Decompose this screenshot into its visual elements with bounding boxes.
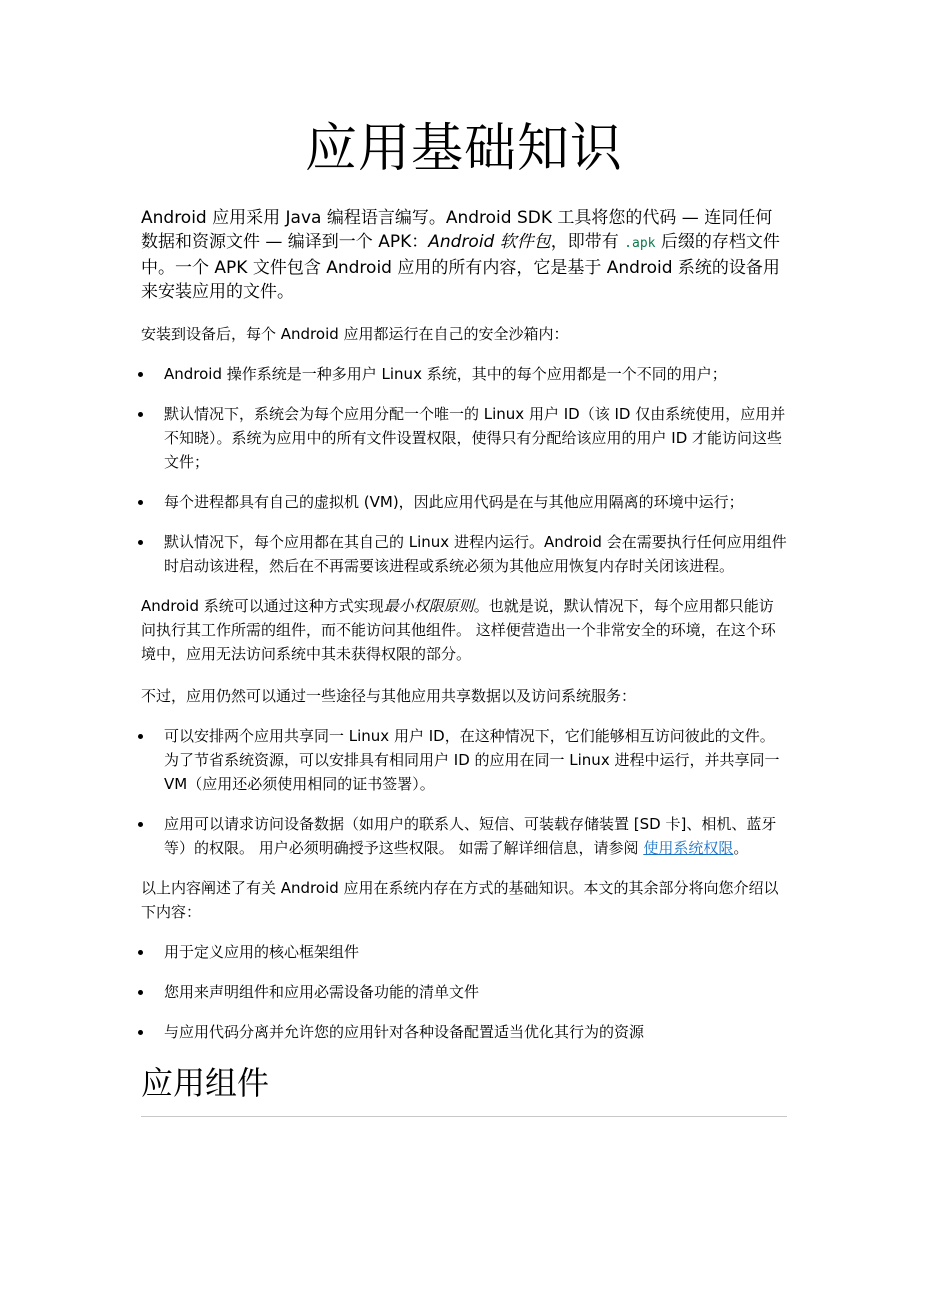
sharing-intro: 不过，应用仍然可以通过一些途径与其他应用共享数据以及访问系统服务： bbox=[141, 687, 637, 705]
list-item bbox=[141, 812, 787, 860]
section-divider bbox=[141, 1116, 787, 1117]
list-item: 默认情况下，系统会为每个应用分配一个唯一的 Linux 用户 ID（该 ID 仅由系统使用，应用并不知晓）。系统为应用中的所有文件设置权限，使得只有分配给该应用的用户 ID 才能访问这些文件； bbox=[141, 402, 787, 474]
sandbox-intro: 安装到设备后，每个 Android 应用都运行在自己的安全沙箱内： bbox=[141, 325, 569, 343]
list-item: 可以安排两个应用共享同一 Linux 用户 ID，在这种情况下，它们能够相互访问彼此的文件。 为了节省系统资源，可以安排具有相同用户 ID 的应用在同一 Linux 进程中运行，并共享同一 VM（应用还必须使用相同的证书签署）。 bbox=[141, 724, 787, 796]
sandbox-list bbox=[141, 362, 787, 578]
list-item: 与应用代码分离并允许您的应用针对各种设备配置适当优化其行为的资源 bbox=[141, 1020, 787, 1044]
system-permissions-link[interactable]: 使用系统权限 bbox=[643, 839, 734, 857]
document-content bbox=[141, 112, 787, 1117]
least-privilege-paragraph bbox=[141, 594, 787, 666]
intro-text-1: Android 应用采用 Java 编程语言编写。Android SDK 工具将您的代码 — 连同任何数据和资源文件 — 编译到一个 APK： bbox=[141, 208, 773, 252]
sharing-item2-end: 。 bbox=[733, 839, 749, 857]
sharing-item2-text: 应用可以请求访问设备数据（如用户的联系人、短信、可装载存储装置 [SD 卡]、相机、蓝牙等）的权限。 用户必须明确授予这些权限。 如需了解详细信息，请参阅 bbox=[164, 815, 777, 857]
list-item: 每个进程都具有自己的虚拟机 (VM)，因此应用代码是在与其他应用隔离的环境中运行； bbox=[141, 490, 787, 514]
intro-paragraph bbox=[141, 206, 787, 304]
page-title: 应用基础知识 bbox=[304, 119, 623, 179]
list-item: 用于定义应用的核心框架组件 bbox=[141, 940, 787, 964]
list-item: Android 操作系统是一种多用户 Linux 系统，其中的每个应用都是一个不同的用户； bbox=[141, 362, 787, 386]
apk-extension-code: .apk bbox=[624, 236, 656, 251]
intro-text-3: 后缀的存档文件中。一个 APK 文件包含 Android 应用的所有内容，它是基于 Android 系统的设备用来安装应用的文件。 bbox=[141, 232, 780, 302]
list-item: 您用来声明组件和应用必需设备功能的清单文件 bbox=[141, 980, 787, 1004]
list-item: 默认情况下，每个应用都在其自己的 Linux 进程内运行。Android 会在需要执行任何应用组件时启动该进程，然后在不再需要该进程或系统必须为其他应用恢复内存时关闭该进程。 bbox=[141, 530, 787, 578]
intro-italic: Android 软件包 bbox=[428, 232, 551, 252]
summary-intro: 以上内容阐述了有关 Android 应用在系统内存在方式的基础知识。本文的其余部分将向您介绍以下内容： bbox=[141, 879, 779, 921]
intro-text-2: ，即带有 bbox=[550, 232, 625, 252]
section-heading: 应用组件 bbox=[141, 1064, 270, 1102]
summary-list bbox=[141, 940, 787, 1044]
least-priv-text-2: 。也就是说，默认情况下，每个应用都只能访问执行其工作所需的组件，而不能访问其他组件。 这样便营造出一个非常安全的环境，在这个环境中，应用无法访问系统中其未获得权限的部分。 bbox=[141, 597, 776, 663]
sharing-list bbox=[141, 724, 787, 860]
least-priv-italic: 最小权限原则 bbox=[383, 597, 474, 615]
least-priv-text-1: Android 系统可以通过这种方式实现 bbox=[141, 597, 384, 615]
